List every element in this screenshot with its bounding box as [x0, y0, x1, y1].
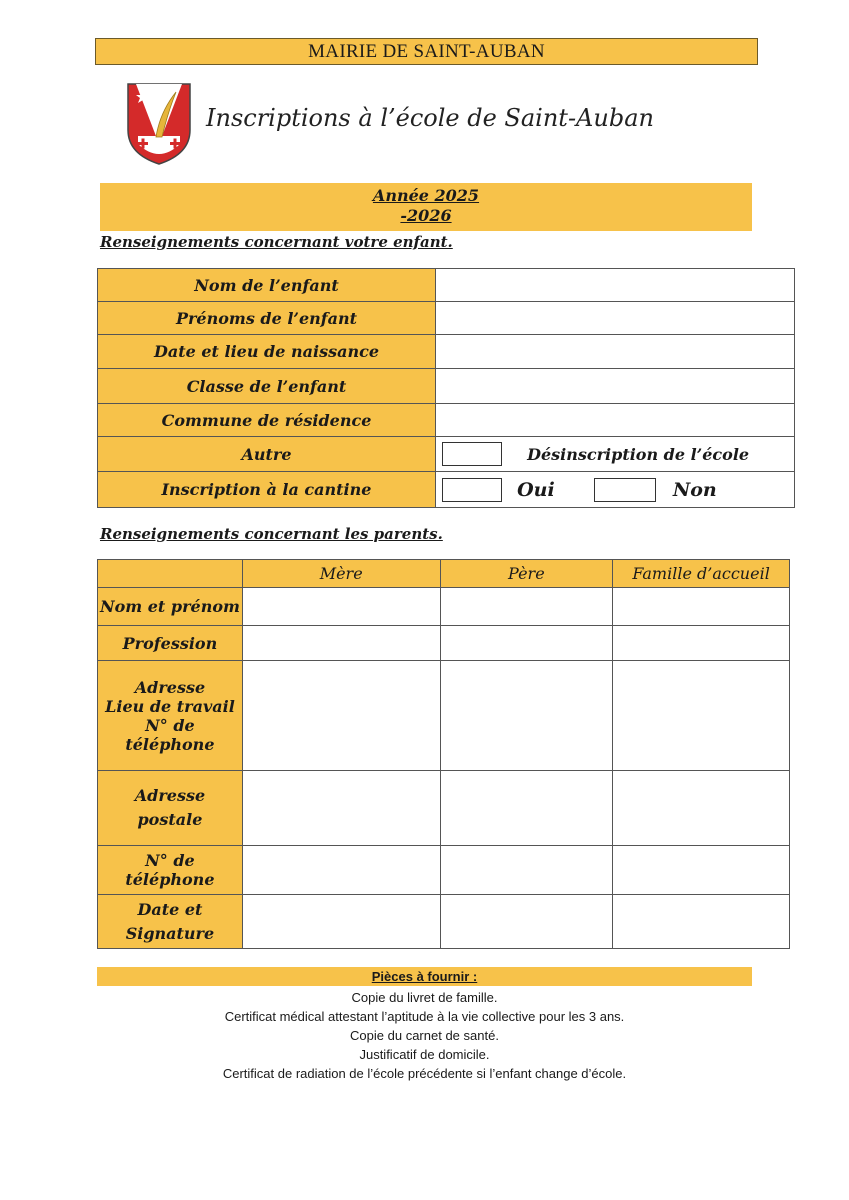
unenroll-label: Désinscription de l’école [527, 444, 750, 464]
unenroll-checkbox[interactable] [442, 442, 502, 466]
page-title: Inscriptions à l’école de Saint-Auban [206, 104, 654, 132]
pieces-list [0, 988, 849, 1083]
residence-field[interactable] [436, 404, 795, 437]
year-line-2: -2026 [400, 206, 452, 225]
corner-cell [98, 560, 243, 588]
pere-telephone-field[interactable] [440, 846, 613, 895]
row-signature-label [98, 895, 243, 949]
cantine-yes-label: Oui [517, 478, 555, 501]
child-section-heading: Renseignements concernant votre enfant. [100, 233, 453, 251]
child-name-label: Nom de l’enfant [98, 269, 436, 302]
autre-cell [436, 437, 795, 472]
cantine-cell [436, 472, 795, 508]
famille-adresse-travail-field[interactable] [613, 661, 790, 771]
famille-nom-field[interactable] [613, 588, 790, 626]
row-telephone-label: N° de téléphone [98, 846, 243, 895]
birth-label: Date et lieu de naissance [98, 335, 436, 369]
coat-of-arms-icon [126, 82, 192, 166]
famille-profession-field[interactable] [613, 626, 790, 661]
mere-adresse-travail-field[interactable] [242, 661, 440, 771]
mere-profession-field[interactable] [242, 626, 440, 661]
mere-telephone-field[interactable] [242, 846, 440, 895]
pere-profession-field[interactable] [440, 626, 613, 661]
pere-adresse-postale-field[interactable] [440, 771, 613, 846]
pere-nom-field[interactable] [440, 588, 613, 626]
famille-telephone-field[interactable] [613, 846, 790, 895]
row-nom-label: Nom et prénom [98, 588, 243, 626]
list-item: Copie du carnet de santé. [350, 1028, 499, 1043]
adresse-postale-line-2: postale [137, 810, 203, 829]
pere-signature-field[interactable] [440, 895, 613, 949]
cantine-no-checkbox[interactable] [594, 478, 656, 502]
autre-label: Autre [98, 437, 436, 472]
child-firstnames-label: Prénoms de l’enfant [98, 302, 436, 335]
famille-adresse-postale-field[interactable] [613, 771, 790, 846]
child-name-field[interactable] [436, 269, 795, 302]
mere-nom-field[interactable] [242, 588, 440, 626]
telephone-line: N° de téléphone [125, 715, 215, 754]
mere-signature-field[interactable] [242, 895, 440, 949]
list-item: Certificat de radiation de l’école précédente si l’enfant change d’école. [222, 1066, 627, 1081]
lieu-travail-line: Lieu de travail [105, 696, 235, 716]
signature-line-2: Signature [125, 923, 215, 943]
parents-info-table [97, 559, 790, 949]
signature-line-1: Date et [137, 899, 203, 919]
col-famille: Famille d’accueil [613, 560, 790, 588]
child-info-table [97, 268, 795, 508]
adresse-line: Adresse [134, 677, 206, 697]
mairie-header: MAIRIE DE SAINT-AUBAN [95, 38, 758, 65]
pieces-heading: Pièces à fournir : [97, 967, 752, 986]
list-item: Copie du livret de famille. [351, 990, 498, 1005]
cantine-yes-checkbox[interactable] [442, 478, 502, 502]
pere-adresse-travail-field[interactable] [440, 661, 613, 771]
cantine-label: Inscription à la cantine [98, 472, 436, 508]
adresse-postale-line-1: Adresse [134, 786, 206, 805]
col-mere: Mère [242, 560, 440, 588]
year-line-1: Année 2025 [372, 186, 480, 205]
parents-section-heading: Renseignements concernant les parents. [100, 525, 443, 543]
row-adresse-travail-label [98, 661, 243, 771]
class-label: Classe de l’enfant [98, 369, 436, 404]
famille-signature-field[interactable] [613, 895, 790, 949]
list-item: Justificatif de domicile. [359, 1047, 490, 1062]
birth-field[interactable] [436, 335, 795, 369]
mere-adresse-postale-field[interactable] [242, 771, 440, 846]
class-field[interactable] [436, 369, 795, 404]
list-item: Certificat médical attestant l’aptitude à la vie collective pour les 3 ans. [224, 1009, 625, 1024]
cantine-no-label: Non [672, 478, 717, 501]
row-adresse-postale-label [98, 771, 243, 846]
year-banner [100, 183, 752, 231]
child-firstnames-field[interactable] [436, 302, 795, 335]
row-profession-label: Profession [98, 626, 243, 661]
residence-label: Commune de résidence [98, 404, 436, 437]
col-pere: Père [440, 560, 613, 588]
